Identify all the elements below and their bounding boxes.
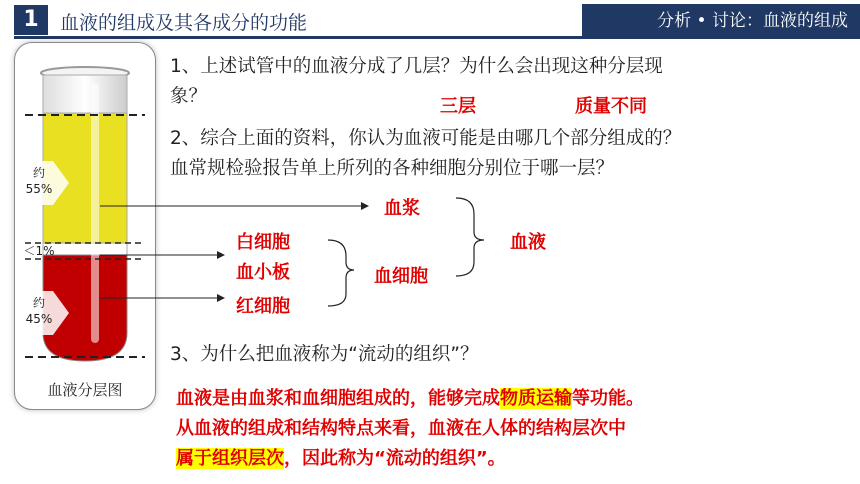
answer-3-line-3 [176, 444, 506, 470]
question-3: 3、为什么把血液称为“流动的组织”？ [170, 344, 479, 365]
answer-3-line-1-end: 等功能。 [572, 388, 644, 409]
plasma-percent-prefix: 约 [32, 166, 45, 180]
section-number: 1 [14, 5, 48, 35]
answer-layers: 三层 [440, 96, 476, 117]
answer-3-line-3-end: ，因此称为“流动的组织”。 [284, 448, 506, 469]
label-plasma: 血浆 [384, 198, 420, 219]
label-white-blood-cell: 白细胞 [236, 232, 290, 253]
question-2-line-1: 2、综合上面的资料，你认为血液可能是由哪几个部分组成的？ [170, 128, 682, 149]
page-title: 血液的组成及其各成分的功能 [60, 12, 308, 34]
answer-3-line-2: 从血液的组成和结构特点来看，血液在人体的结构层次中 [176, 418, 626, 439]
question-1-line-1: 1、上述试管中的血液分成了几层？为什么会出现这种分层现 [170, 56, 663, 77]
answer-3-highlight-tissue: 属于组织层次 [176, 448, 284, 469]
question-2-line-2: 血常规检验报告单上所列的各种细胞分别位于哪一层？ [170, 158, 615, 179]
answer-3-line-1-text: 血液是由血浆和血细胞组成的，能够完成 [176, 388, 500, 409]
figure-caption: 血液分层图 [47, 381, 123, 399]
question-1-line-2: 象？ [170, 86, 208, 107]
answer-3-line-1 [176, 384, 644, 410]
answer-reason: 质量不同 [575, 96, 647, 117]
buffy-percent: ＜1% [23, 244, 55, 258]
label-blood: 血液 [510, 232, 546, 253]
label-blood-cells: 血细胞 [374, 266, 428, 287]
label-platelet: 血小板 [236, 262, 290, 283]
answer-3-highlight-transport: 物质运输 [500, 388, 572, 409]
rbc-percent-prefix: 约 [32, 296, 45, 310]
plasma-percent-value: 55% [25, 182, 53, 196]
section-label: 分析 • 讨论：血液的组成 [582, 4, 860, 38]
label-red-blood-cell: 红细胞 [236, 296, 290, 317]
rbc-percent-value: 45% [25, 312, 53, 326]
